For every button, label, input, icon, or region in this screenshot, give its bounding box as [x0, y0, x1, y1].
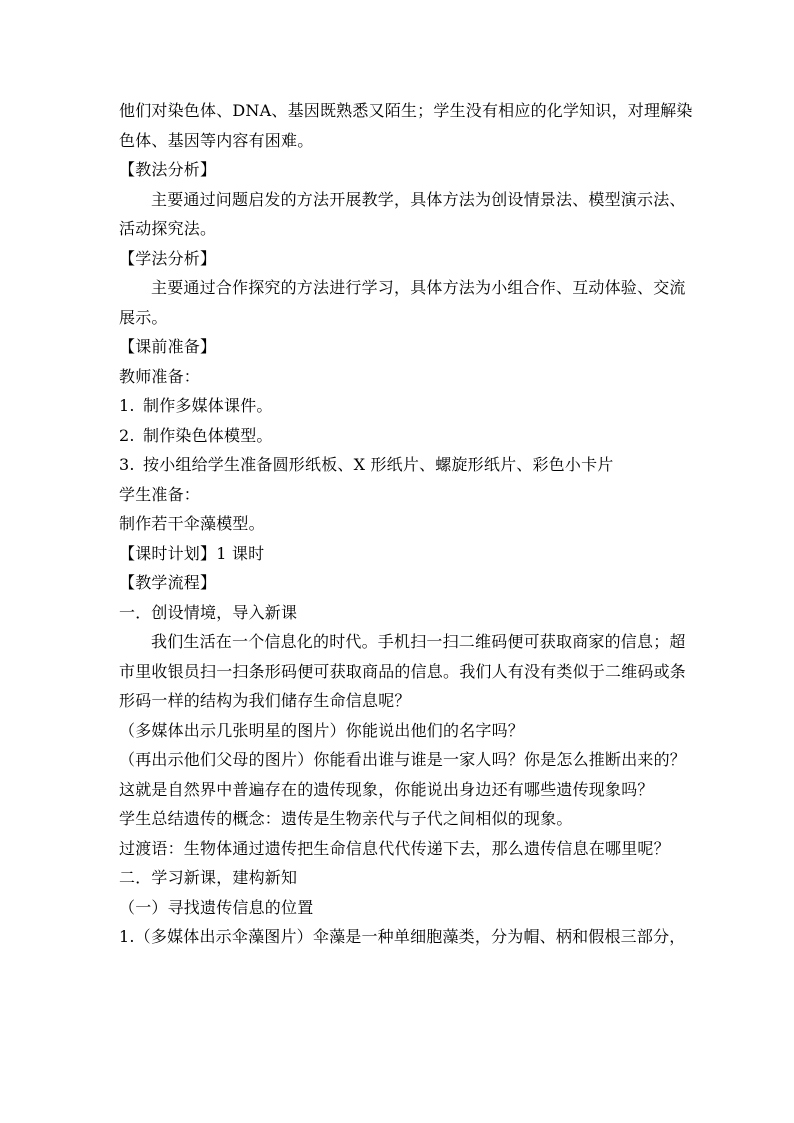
section-heading-teaching-method: 【教法分析】: [119, 160, 217, 179]
section-heading-schedule: 【课时计划】1 课时: [119, 543, 265, 563]
text-line: 形码一样的结构为我们储存生命信息呢？: [119, 691, 411, 710]
paragraph-first-line: 主要通过问题启发的方法开展教学，具体方法为创设情景法、模型演示法、: [151, 189, 686, 209]
paragraph-first-line: 主要通过合作探究的方法进行学习，具体方法为小组合作、互动体验、交流: [151, 278, 686, 297]
list-item-text: 按小组给学生准备圆形纸板、X 形纸片、螺旋形纸片、彩色小卡片: [143, 455, 614, 474]
step-heading-1: 一．创设情境，导入新课: [119, 602, 298, 622]
text-line: 学生总结遗传的概念：遗传是生物亲代与子代之间相似的现象。: [119, 809, 573, 828]
text-line: （再出示他们父母的图片）你能看出谁与谁是一家人吗？你是怎么推断出来的？: [119, 750, 687, 769]
step-heading-2: 二．学习新课，建构新知: [119, 868, 298, 887]
paragraph-first-line: 我们生活在一个信息化的时代。手机扫一扫二维码便可获取商家的信息；超: [151, 632, 686, 651]
section-heading-preparation: 【课前准备】: [119, 337, 217, 356]
subheading-teacher-prep: 教师准备：: [119, 366, 201, 386]
document-page: [119, 96, 693, 952]
list-item: [119, 421, 679, 451]
list-item-text: 制作多媒体课件。: [143, 396, 273, 415]
section-heading-learning-method: 【学法分析】: [119, 248, 217, 268]
text-line: 他们对染色体、DNA、基因既熟悉又陌生；学生没有相应的化学知识，对理解染: [119, 101, 693, 120]
list-number: 2.: [119, 425, 135, 445]
list-item: [119, 391, 679, 421]
text-line: 1.（多媒体出示伞藻图片）伞藻是一种单细胞藻类，分为帽、柄和假根三部分，: [119, 927, 686, 946]
list-item-text: 制作染色体模型。: [143, 425, 273, 445]
list-number: 1.: [119, 396, 135, 415]
sub-step-heading: （一）寻找遗传信息的位置: [119, 897, 314, 917]
section-heading-process: 【教学流程】: [119, 573, 217, 592]
text-line: 展示。: [119, 307, 168, 327]
text-line: 过渡语：生物体通过遗传把生命信息代代传递下去，那么遗传信息在哪里呢？: [119, 838, 670, 858]
text-line: （多媒体出示几张明星的图片）你能说出他们的名字吗？: [119, 720, 525, 740]
text-line: 制作若干伞藻模型。: [119, 514, 265, 533]
text-line: 市里收银员扫一扫条形码便可获取商品的信息。我们人有没有类似于二维码或条: [119, 661, 687, 681]
text-line: 这就是自然界中普遍存在的遗传现象，你能说出身边还有哪些遗传现象吗？: [119, 779, 654, 799]
list-item: [119, 450, 679, 480]
text-line: 色体、基因等内容有困难。: [119, 130, 314, 150]
text-line: 活动探究法。: [119, 219, 217, 238]
list-number: 3.: [119, 455, 135, 474]
subheading-student-prep: 学生准备：: [119, 484, 201, 504]
